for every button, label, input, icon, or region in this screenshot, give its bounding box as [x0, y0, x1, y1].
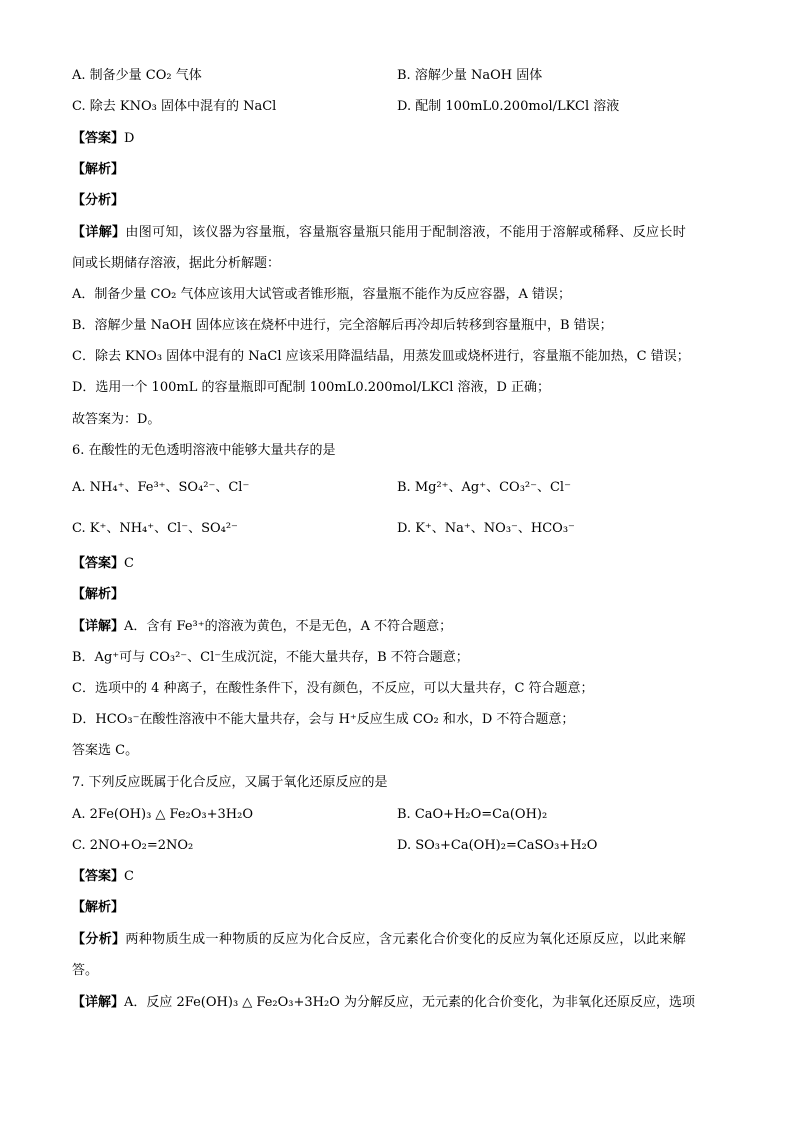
q5-fenxi-tag: 【分析】: [72, 193, 125, 208]
q5-detail-c: C．除去 KNO₃ 固体中混有的 NaCl 应该采用降温结晶，用蒸发皿或烧杯进行，容量瓶不能加热，C 错误；: [72, 349, 690, 364]
q5-detail-a: A．制备少量 CO₂ 气体应该用大试管或者锥形瓶，容量瓶不能作为反应容器，A 错误；: [72, 287, 571, 302]
detail-text: A．反应 2Fe(OH)₃ △ Fe₂O₃+3H₂O 为分解反应，无元素的化合价变化，为非氧化还原反应，选项: [124, 995, 696, 1010]
q5-detail-b: B．溶解少量 NaOH 固体应该在烧杯中进行，完全溶解后再冷却后转移到容量瓶中，B 错误；: [72, 318, 613, 333]
q7-answer: [72, 868, 134, 886]
detail-text: 由图可知，该仪器为容量瓶，容量瓶容量瓶只能用于配制溶液，不能用于溶解或稀释、反应长时: [125, 225, 687, 240]
answer-value: C: [124, 556, 134, 571]
detail-tag: 【详解】: [72, 995, 125, 1010]
answer-tag: 【答案】: [72, 131, 125, 146]
q5-option-a: A. 制备少量 CO₂ 气体: [72, 68, 202, 83]
answer-tag: 【答案】: [72, 869, 125, 884]
answer-value: D: [124, 131, 135, 146]
q6-detail-a: [72, 618, 452, 636]
q5-conclusion: 故答案为：D。: [72, 412, 161, 427]
q6-question: 6. 在酸性的无色透明溶液中能够大量共存的是: [72, 443, 336, 458]
answer-tag: 【答案】: [72, 556, 125, 571]
answer-value: C: [124, 869, 134, 884]
q6-jiexi-tag: 【解析】: [72, 587, 125, 602]
q6-detail-c: C．选项中的 4 种离子，在酸性条件下，没有颜色，不反应，可以大量共存，C 符合题意；: [72, 681, 594, 696]
q5-detail-line-2: 间或长期储存溶液，据此分析解题：: [72, 256, 281, 271]
q6-option-c: C. K⁺、NH₄⁺、Cl⁻、SO₄²⁻: [72, 521, 238, 536]
q6-detail-b: B．Ag⁺可与 CO₃²⁻、Cl⁻生成沉淀，不能大量共存，B 不符合题意；: [72, 650, 469, 665]
q7-fenxi-line-2: 答。: [72, 963, 99, 978]
q5-jiexi-tag: 【解析】: [72, 162, 125, 177]
q6-option-b: B. Mg²⁺、Ag⁺、CO₃²⁻、Cl⁻: [397, 480, 571, 495]
q7-option-c: C. 2NO+O₂=2NO₂: [72, 838, 194, 853]
detail-text: A．含有 Fe³⁺的溶液为黄色，不是无色，A 不符合题意；: [124, 619, 453, 634]
q6-option-a: A. NH₄⁺、Fe³⁺、SO₄²⁻、Cl⁻: [72, 480, 250, 495]
q6-answer: [72, 555, 134, 573]
fenxi-tag: 【分析】: [72, 932, 126, 947]
q7-jiexi-tag: 【解析】: [72, 900, 125, 915]
q7-question: 7. 下列反应既属于化合反应，又属于氧化还原反应的是: [72, 775, 388, 790]
q6-detail-d: D．HCO₃⁻在酸性溶液中不能大量共存，会与 H⁺反应生成 CO₂ 和水，D 不符合题意；: [72, 712, 575, 727]
detail-tag: 【详解】: [72, 225, 126, 240]
fenxi-text: 两种物质生成一种物质的反应为化合反应，含元素化合价变化的反应为氧化还原反应，以此来解: [125, 932, 687, 947]
q5-option-d: D. 配制 100mL0.200mol/LKCl 溶液: [397, 99, 620, 114]
q5-detail-d: D．选用一个 100mL 的容量瓶即可配制 100mL0.200mol/LKCl 溶液，D 正确；: [72, 380, 551, 395]
q7-option-b: B. CaO+H₂O=Ca(OH)₂: [397, 807, 548, 822]
q7-option-d: D. SO₃+Ca(OH)₂=CaSO₃+H₂O: [397, 838, 598, 853]
detail-tag: 【详解】: [72, 619, 125, 634]
q7-option-a: A. 2Fe(OH)₃ △ Fe₂O₃+3H₂O: [72, 807, 253, 822]
q5-option-c: C. 除去 KNO₃ 固体中混有的 NaCl: [72, 99, 277, 114]
q5-option-b: B. 溶解少量 NaOH 固体: [397, 68, 543, 83]
q7-detail-a: [72, 994, 695, 1012]
q6-conclusion: 答案选 C。: [72, 743, 139, 758]
q5-answer: [72, 130, 134, 148]
q7-fenxi-line-1: [72, 931, 686, 949]
q6-option-d: D. K⁺、Na⁺、NO₃⁻、HCO₃⁻: [397, 521, 575, 536]
q5-detail-line-1: [72, 224, 686, 242]
